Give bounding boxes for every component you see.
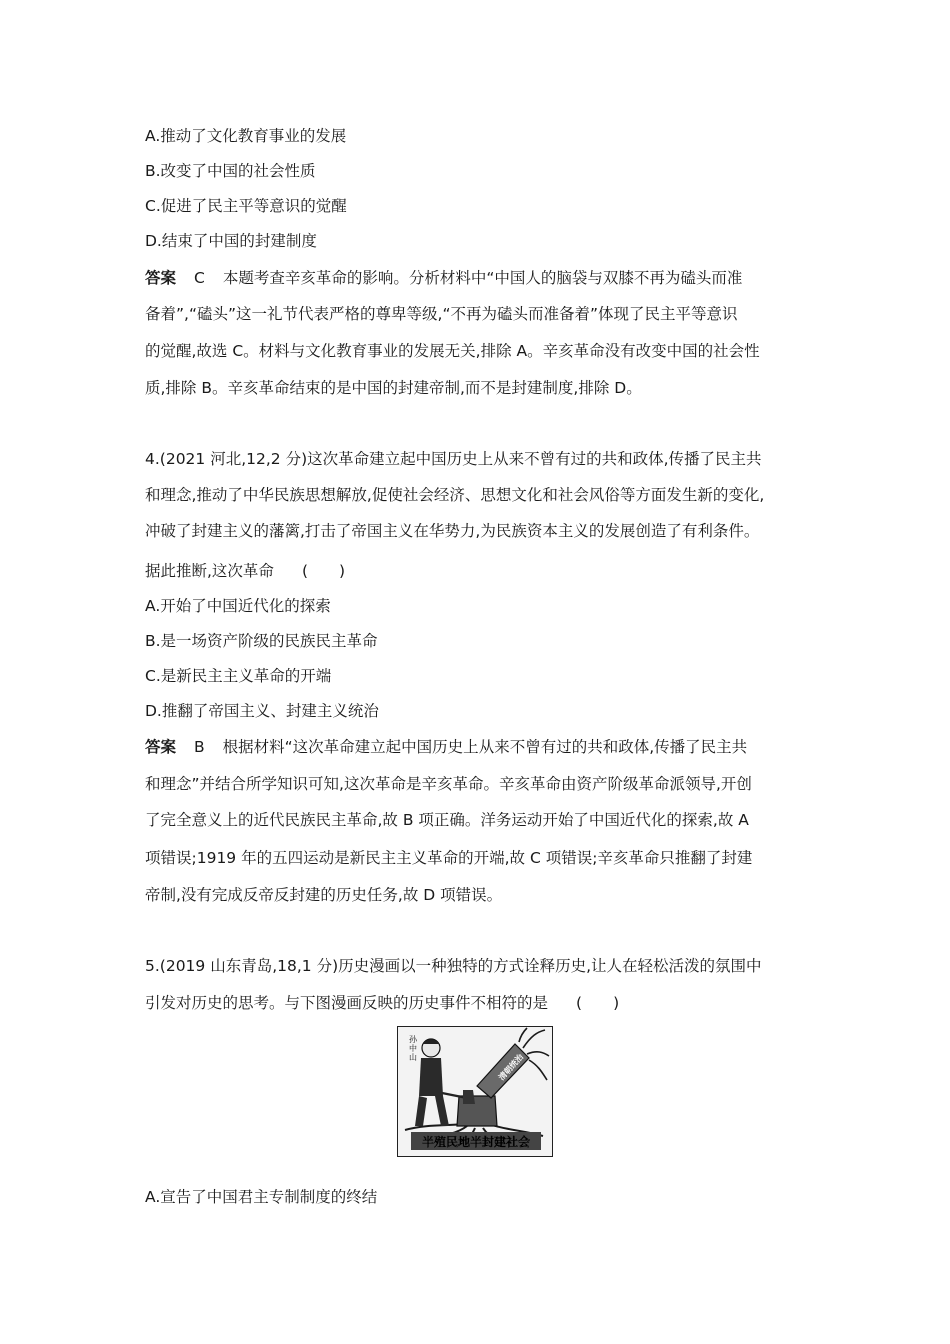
q4-option-b: B.是一场资产阶级的民族民主革命 xyxy=(145,632,378,650)
person-label-char-3: 山 xyxy=(409,1053,417,1062)
q3-option-a: A.推动了文化教育事业的发展 xyxy=(145,127,347,145)
q3-option-c: C.促进了民主平等意识的觉醒 xyxy=(145,197,347,215)
person-label-char-1: 孙 xyxy=(409,1035,417,1044)
q4-stem-1: 4.(2021 河北,12,2 分)这次革命建立起中国历史上从来不曾有过的共和政体,传播了民主共 xyxy=(145,450,762,468)
q4-stem-4-text: 据此推断,这次革命 xyxy=(145,562,274,580)
q3-answer-line-1 xyxy=(145,268,815,288)
cartoon-caption: 半殖民地半封建社会 xyxy=(421,1135,531,1149)
q3-explanation-4: 质,排除 B。辛亥革命结束的是中国的封建帝制,而不是封建制度,排除 D。 xyxy=(145,379,642,397)
q3-explanation-1: 本题考查辛亥革命的影响。分析材料中“中国人的脑袋与双膝不再为磕头而准 xyxy=(222,269,743,287)
q3-option-d: D.结束了中国的封建制度 xyxy=(145,232,317,250)
q5-option-a: A.宣告了中国君主专制制度的终结 xyxy=(145,1188,378,1206)
q4-explanation-2: 和理念”并结合所学知识可知,这次革命是辛亥革命。辛亥革命由资产阶级革命派领导,开创 xyxy=(145,775,752,793)
q4-option-a: A.开始了中国近代化的探索 xyxy=(145,597,331,615)
q3-explanation-2: 备着”,“磕头”这一礼节代表严格的尊卑等级,“不再为磕头而准备着”体现了民主平等意识 xyxy=(145,305,738,323)
q4-stem-2: 和理念,推动了中华民族思想解放,促使社会经济、思想文化和社会风俗等方面发生新的变化, xyxy=(145,486,765,504)
q4-answer-blank: ( ) xyxy=(301,562,346,580)
q5-answer-blank: ( ) xyxy=(576,994,620,1012)
q4-stem-3: 冲破了封建主义的藩篱,打击了帝国主义在华势力,为民族资本主义的发展创造了有利条件。 xyxy=(145,522,760,540)
q5-stem-2 xyxy=(145,993,815,1013)
q4-answer-line-1 xyxy=(145,737,815,757)
q3-answer-label: 答案 xyxy=(145,269,177,287)
cartoon-tree-label: 清朝统治 xyxy=(497,1052,526,1083)
q4-option-d: D.推翻了帝国主义、封建主义统治 xyxy=(145,702,379,720)
person-label-char-2: 中 xyxy=(409,1044,417,1053)
q3-explanation-3: 的觉醒,故选 C。材料与文化教育事业的发展无关,排除 A。辛亥革命没有改变中国的社会性 xyxy=(145,342,760,360)
q5-stem-1: 5.(2019 山东青岛,18,1 分)历史漫画以一种独特的方式诠释历史,让人在轻松活泼的氛围中 xyxy=(145,957,762,975)
q4-answer-letter: B xyxy=(194,738,205,756)
q5-stem-2-text: 引发对历史的思考。与下图漫画反映的历史事件不相符的是 xyxy=(145,994,549,1012)
q4-explanation-4: 项错误;1919 年的五四运动是新民主主义革命的开端,故 C 项错误;辛亥革命只推翻了封建 xyxy=(145,849,753,867)
q4-explanation-1: 根据材料“这次革命建立起中国历史上从来不曾有过的共和政体,传播了民主共 xyxy=(222,738,748,756)
q4-option-c: C.是新民主主义革命的开端 xyxy=(145,667,332,685)
q4-explanation-5: 帝制,没有完成反帝反封建的历史任务,故 D 项错误。 xyxy=(145,886,503,904)
q4-stem-4 xyxy=(145,561,815,581)
q4-answer-label: 答案 xyxy=(145,738,177,756)
q3-answer-letter: C xyxy=(194,269,205,287)
q3-option-b: B.改变了中国的社会性质 xyxy=(145,162,316,180)
history-cartoon xyxy=(397,1026,553,1157)
q4-explanation-3: 了完全意义上的近代民族民主革命,故 B 项正确。洋务运动开始了中国近代化的探索,故 A xyxy=(145,811,749,829)
